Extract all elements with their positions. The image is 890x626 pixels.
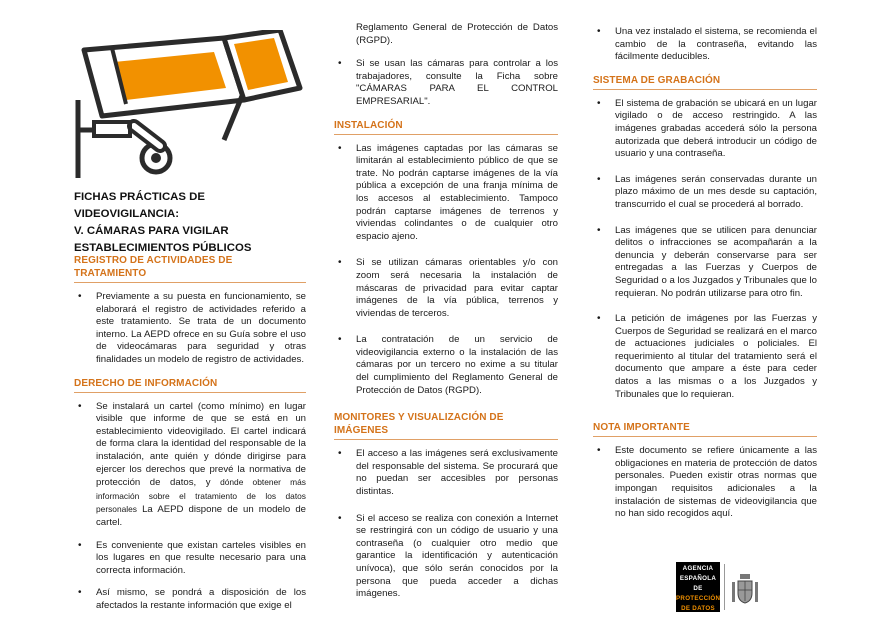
list-item: • El sistema de grabación se ubicará en un lugar vigilado o de acceso restringido. A las imágenes grabadas accederá sólo la persona autorizada que deberá introducir un código de usuario y una contraseña. bbox=[593, 98, 817, 161]
section-heading-instalacion: INSTALACIÓN bbox=[334, 119, 558, 135]
list-item: • La petición de imágenes por las Fuerzas y Cuerpos de Seguridad se realizará en el marco de actuaciones judiciales o policiales. El requerimiento al titular del tratamiento será el documento que ampare a éste para ceder datos a las mismas o a los Juzgados y Tribunales que lo requieran. bbox=[593, 313, 817, 401]
list-item: • Si se usan las cámaras para controlar a los trabajadores, consulte la Ficha sobre "CÁMARAS PARA EL CONTROL EMPRESARIAL". bbox=[334, 58, 558, 108]
section-heading-grabacion: SISTEMA DE GRABACIÓN bbox=[593, 74, 817, 90]
list-item: • Si se utilizan cámaras orientables y/o con zoom será necesaria la instalación de máscaras de privacidad para evitar captar imágenes de la vía pública, terrenos y viviendas de terceros. bbox=[334, 257, 558, 320]
list-item: • Si el acceso se realiza con conexión a Internet se restringirá con un código de usuario y una contraseña (o cualquier otro medio que garantice la identificación y autenticación unívoca), que sólo serán conocidos por la persona que pueda acceder a dichas imágenes. bbox=[334, 513, 558, 601]
section-list-registro bbox=[74, 291, 306, 367]
section-heading-monitores: MONITORES Y VISUALIZACIÓN DE IMÁGENES bbox=[334, 411, 558, 440]
title-line-1: FICHAS PRÁCTICAS DE VIDEOVIGILANCIA: bbox=[74, 191, 205, 220]
logo-line-3: PROTECCIÓN bbox=[676, 595, 721, 602]
list-item: • Las imágenes captadas por las cámaras se limitarán al establecimiento público de que se trate. No podrán captarse imágenes de la vía pública a excepción de una franja mínima de los accesos al establecimiento. Tampoco podrán captarse imágenes de terrenos y viviendas colindantes o de cualquier otro espacio ajeno. bbox=[334, 143, 558, 244]
section-list-grabacion bbox=[593, 98, 817, 401]
list-item: • Así mismo, se pondrá a disposición de los afectados la restante información que exige el bbox=[74, 587, 306, 612]
list-item: • Las imágenes serán conservadas durante un plazo máximo de un mes desde su captación, transcurrido el cual se procederá al borrado. bbox=[593, 174, 817, 212]
aepd-logo bbox=[676, 562, 770, 614]
list-item: • Previamente a su puesta en funcionamiento, se elaborará el registro de actividades referido a este tratamiento. Se trata de un documento interno. La AEPD ofrece en su Guía sobre el uso de videocámaras para seguridad y otras finalidades un modelo de registro de actividades. bbox=[74, 291, 306, 367]
column-1 bbox=[74, 254, 306, 622]
column-3 bbox=[593, 26, 817, 531]
list-item: • Este documento se refiere únicamente a las obligaciones en materia de protección de datos personales. Pueden existir otras normas que impongan requisitos adicionales a la instalación de sistemas de videovigilancia que no han sido recogidos aquí. bbox=[593, 445, 817, 521]
section-list-informacion bbox=[74, 401, 306, 613]
section-list-monitores bbox=[334, 448, 558, 601]
list-item: • Es conveniente que existan carteles visibles en los lugares en que resulte necesario para una correcta información. bbox=[74, 540, 306, 578]
logo-divider bbox=[724, 564, 725, 610]
page-title bbox=[74, 189, 306, 257]
title-line-2: V. CÁMARAS PARA VIGILAR bbox=[74, 225, 229, 237]
list-item: • Una vez instalado el sistema, se recomienda el cambio de la contraseña, evitando las fácilmente deducibles. bbox=[593, 26, 817, 64]
list-item bbox=[74, 401, 306, 530]
continued-text: Reglamento General de Protección de Datos (RGPD). bbox=[356, 22, 558, 46]
logo-line-2: ESPAÑOLA DE bbox=[679, 575, 717, 592]
list-item: • Las imágenes que se utilicen para denunciar delitos o infracciones se acompañarán a la denuncia y deberán conservarse para ser entregadas a las Fuerzas y Cuerpos de Seguridad o a los Juzgados y Tribunales que lo requieran. No podrán utilizarse para otro fin. bbox=[593, 225, 817, 301]
column-2 bbox=[334, 22, 558, 611]
title-line-3: ESTABLECIMIENTOS PÚBLICOS bbox=[74, 242, 252, 254]
section-heading-nota: NOTA IMPORTANTE bbox=[593, 421, 817, 437]
section-list-nota bbox=[593, 445, 817, 521]
list-item: • El acceso a las imágenes será exclusivamente del responsable del sistema. Se procurará que no puedan ser accesibles por personas distintas. bbox=[334, 448, 558, 498]
security-camera-icon bbox=[74, 30, 304, 180]
aepd-logo-box bbox=[676, 562, 720, 612]
logo-line-4: DE DATOS bbox=[681, 605, 715, 612]
section-list-instalacion bbox=[334, 143, 558, 398]
coat-of-arms-icon bbox=[730, 572, 760, 608]
logo-line-1: AGENCIA bbox=[682, 565, 714, 572]
list-item-small-text: dónde obtener más información sobre el tratamiento de los datos personales bbox=[96, 477, 306, 515]
section-list-password bbox=[593, 26, 817, 64]
list-item-text: Se instalará un cartel (como mínimo) en lugar visible que informe de que se está en un establecimiento videovigilado. El cartel indicará de forma clara la identidad del responsable de la instalación, ante quién y dónde dirigirse para ejercer los derechos que prevé la normativa de protección de datos, y bbox=[96, 400, 306, 489]
section-heading-informacion: DERECHO DE INFORMACIÓN bbox=[74, 377, 306, 393]
list-item: • La contratación de un servicio de videovigilancia externo o la instalación de las cámaras por un tercero no exime a su titular del cumplimiento del Reglamento General de Protección de Datos (RGPD). bbox=[334, 334, 558, 397]
section-heading-registro: REGISTRO DE ACTIVIDADES DE TRATAMIENTO bbox=[74, 254, 306, 283]
list-item-text-end: La AEPD dispone de un modelo de cartel. bbox=[96, 504, 306, 528]
section-list-workers bbox=[334, 58, 558, 108]
